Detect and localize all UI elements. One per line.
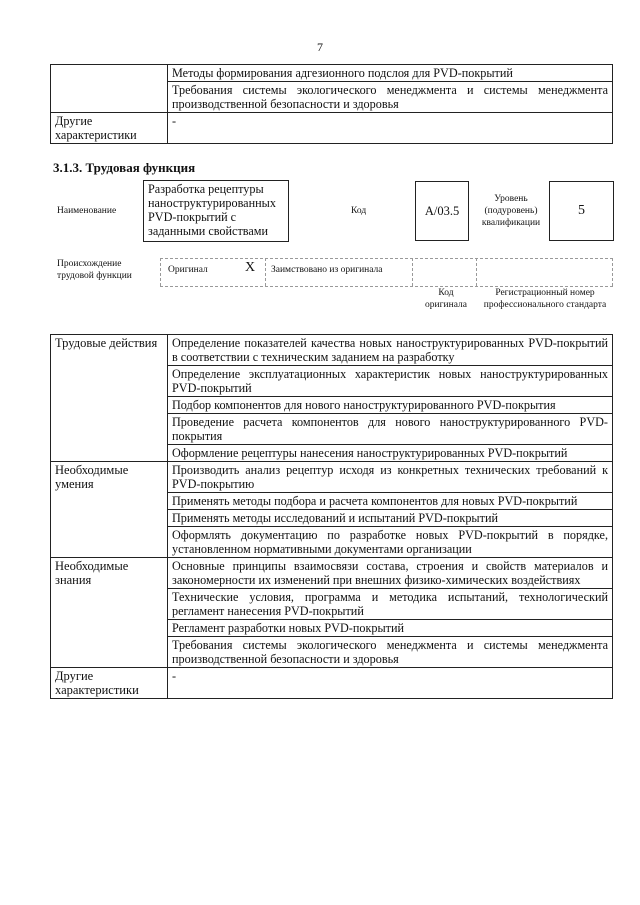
table-cell: Применять методы подбора и расчета компонентов для новых PVD-покрытий <box>168 493 613 510</box>
origin-label: Происхождение трудовой функции <box>57 259 132 281</box>
original-label: Оригинал <box>168 265 208 275</box>
table-cell: - <box>168 113 613 144</box>
top-continuation-table <box>50 64 613 144</box>
divider <box>476 258 477 286</box>
table-cell: Требования системы экологического менеджмента и системы менеджмента производственной безопасности и здоровья <box>168 82 613 113</box>
origin-code-label: Код оригинала <box>425 288 467 310</box>
table-row <box>51 558 613 589</box>
row-label <box>51 65 168 113</box>
section-label-actions: Трудовые действия <box>51 335 168 462</box>
name-label: Наименование <box>57 206 117 216</box>
table-cell: - <box>168 668 613 699</box>
table-cell: Производить анализ рецептур исходя из конкретных технических требований к PVD-покрытию <box>168 462 613 493</box>
table-cell: Определение показателей качества новых наноструктурированных PVD-покрытий в соответствии с техническим заданием на разработку <box>168 335 613 366</box>
table-cell: Определение эксплуатационных характеристик новых наноструктурированных PVD-покрытий <box>168 366 613 397</box>
divider <box>160 258 613 259</box>
labor-function-table <box>50 334 613 699</box>
table-cell: Оформление рецептуры нанесения наноструктурированных PVD-покрытий <box>168 445 613 462</box>
table-row <box>51 113 613 144</box>
table-row <box>51 668 613 699</box>
section-label-other: Другие характеристики <box>51 668 168 699</box>
divider <box>412 258 413 286</box>
row-label: Другие характеристики <box>51 113 168 144</box>
section-label-knowledge: Необходимые знания <box>51 558 168 668</box>
level-value-box: 5 <box>549 181 614 241</box>
divider <box>612 258 613 286</box>
divider <box>265 258 266 286</box>
page-number: 7 <box>317 40 323 54</box>
reg-number-label: Регистрационный номер профессионального стандарта <box>483 288 607 310</box>
table-cell: Оформлять документацию по разработке новых PVD-покрытий в порядке, установленном нормативными документами организации <box>168 527 613 558</box>
table-row <box>51 65 613 82</box>
function-name-box: Разработка рецептуры наноструктурированных PVD-покрытий с заданными свойствами <box>143 180 289 242</box>
table-cell: Основные принципы взаимосвязи состава, строения и свойств материалов и закономерности их изменений при внешних физико-химических воздействиях <box>168 558 613 589</box>
table-row <box>51 335 613 366</box>
table-cell: Требования системы экологического менеджмента и системы менеджмента производственной безопасности и здоровья <box>168 637 613 668</box>
table-cell: Методы формирования адгезионного подслоя для PVD-покрытий <box>168 65 613 82</box>
table-cell: Технические условия, программа и методика испытаний, технологический регламент нанесения PVD-покрытий <box>168 589 613 620</box>
section-label-skills: Необходимые умения <box>51 462 168 558</box>
section-title: 3.1.3. Трудовая функция <box>53 160 196 175</box>
borrowed-label: Заимствовано из оригинала <box>271 265 383 275</box>
table-cell: Проведение расчета компонентов для нового наноструктурированного PVD-покрытия <box>168 414 613 445</box>
table-cell: Подбор компонентов для нового наноструктурированного PVD-покрытия <box>168 397 613 414</box>
original-mark: X <box>245 260 256 275</box>
table-row <box>51 462 613 493</box>
divider <box>160 258 161 286</box>
code-label: Код <box>351 206 367 216</box>
table-cell: Регламент разработки новых PVD-покрытий <box>168 620 613 637</box>
level-label: Уровень (подуровень) квалификации <box>481 194 541 228</box>
table-cell: Применять методы исследований и испытаний PVD-покрытий <box>168 510 613 527</box>
function-code-box: А/03.5 <box>415 181 469 241</box>
